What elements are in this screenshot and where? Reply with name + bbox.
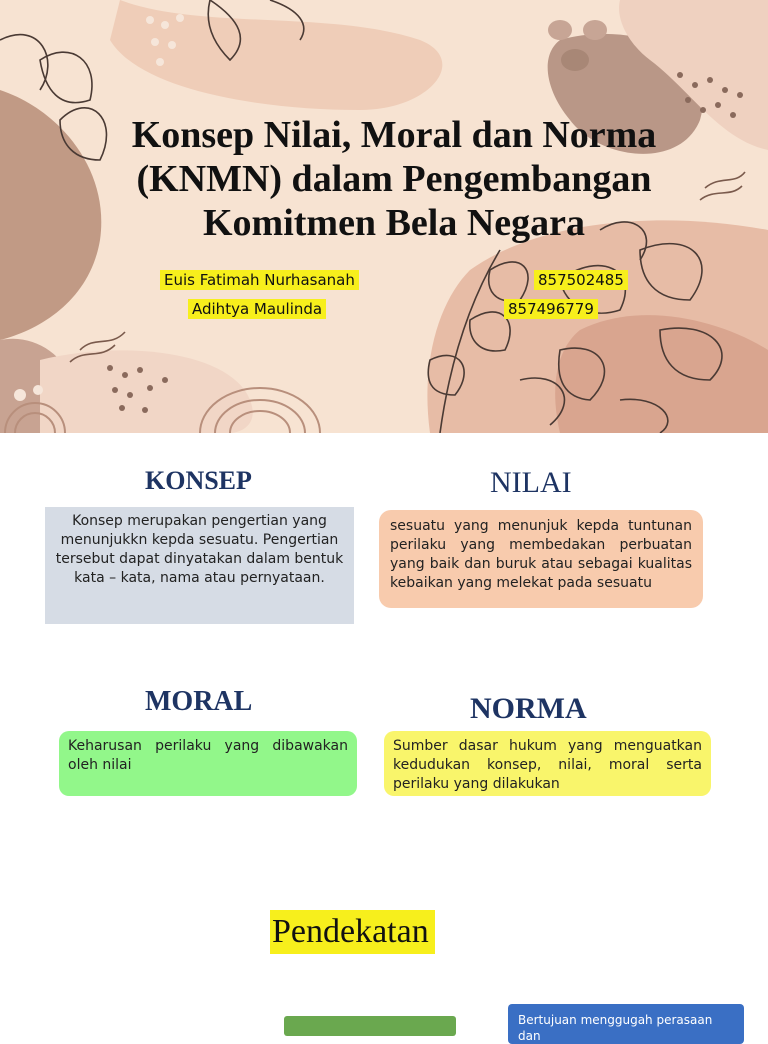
norma-definition-box: Sumber dasar hukum yang menguatkan kedudukan konsep, nilai, moral serta perilaku yang dilakukan [384, 731, 711, 796]
author-2-name: Adihtya Maulinda [188, 299, 326, 319]
blue-approach-box: Bertujuan menggugah perasaan dan [508, 1004, 744, 1044]
presentation-title: Konsep Nilai, Moral dan Norma (KNMN) dalam Pengembangan Komitmen Bela Negara [131, 114, 657, 244]
konsep-heading: KONSEP [145, 466, 252, 495]
moral-definition-box: Keharusan perilaku yang dibawakan oleh nilai [59, 731, 357, 796]
moral-heading: MORAL [145, 686, 253, 717]
konsep-definition-box: Konsep merupakan pengertian yang menunjukkn kepda sesuatu. Pengertian tersebut dapat dinyatakan dalam bentuk kata – kata, nama atau pernyataan. [45, 507, 354, 624]
title-banner [0, 0, 768, 433]
green-approach-box [284, 1016, 456, 1036]
norma-heading: NORMA [470, 692, 587, 725]
nilai-heading: NILAI [490, 466, 572, 499]
author-1-name: Euis Fatimah Nurhasanah [160, 270, 359, 290]
author-1-id: 857502485 [534, 270, 628, 290]
nilai-definition-box: sesuatu yang menunjuk kepda tuntunan perilaku yang membedakan perbuatan yang baik dan buruk atau sebagai kualitas kebaikan yang melekat pada sesuatu [379, 510, 703, 608]
pendekatan-heading: Pendekatan [270, 910, 435, 954]
author-2-id: 857496779 [504, 299, 598, 319]
